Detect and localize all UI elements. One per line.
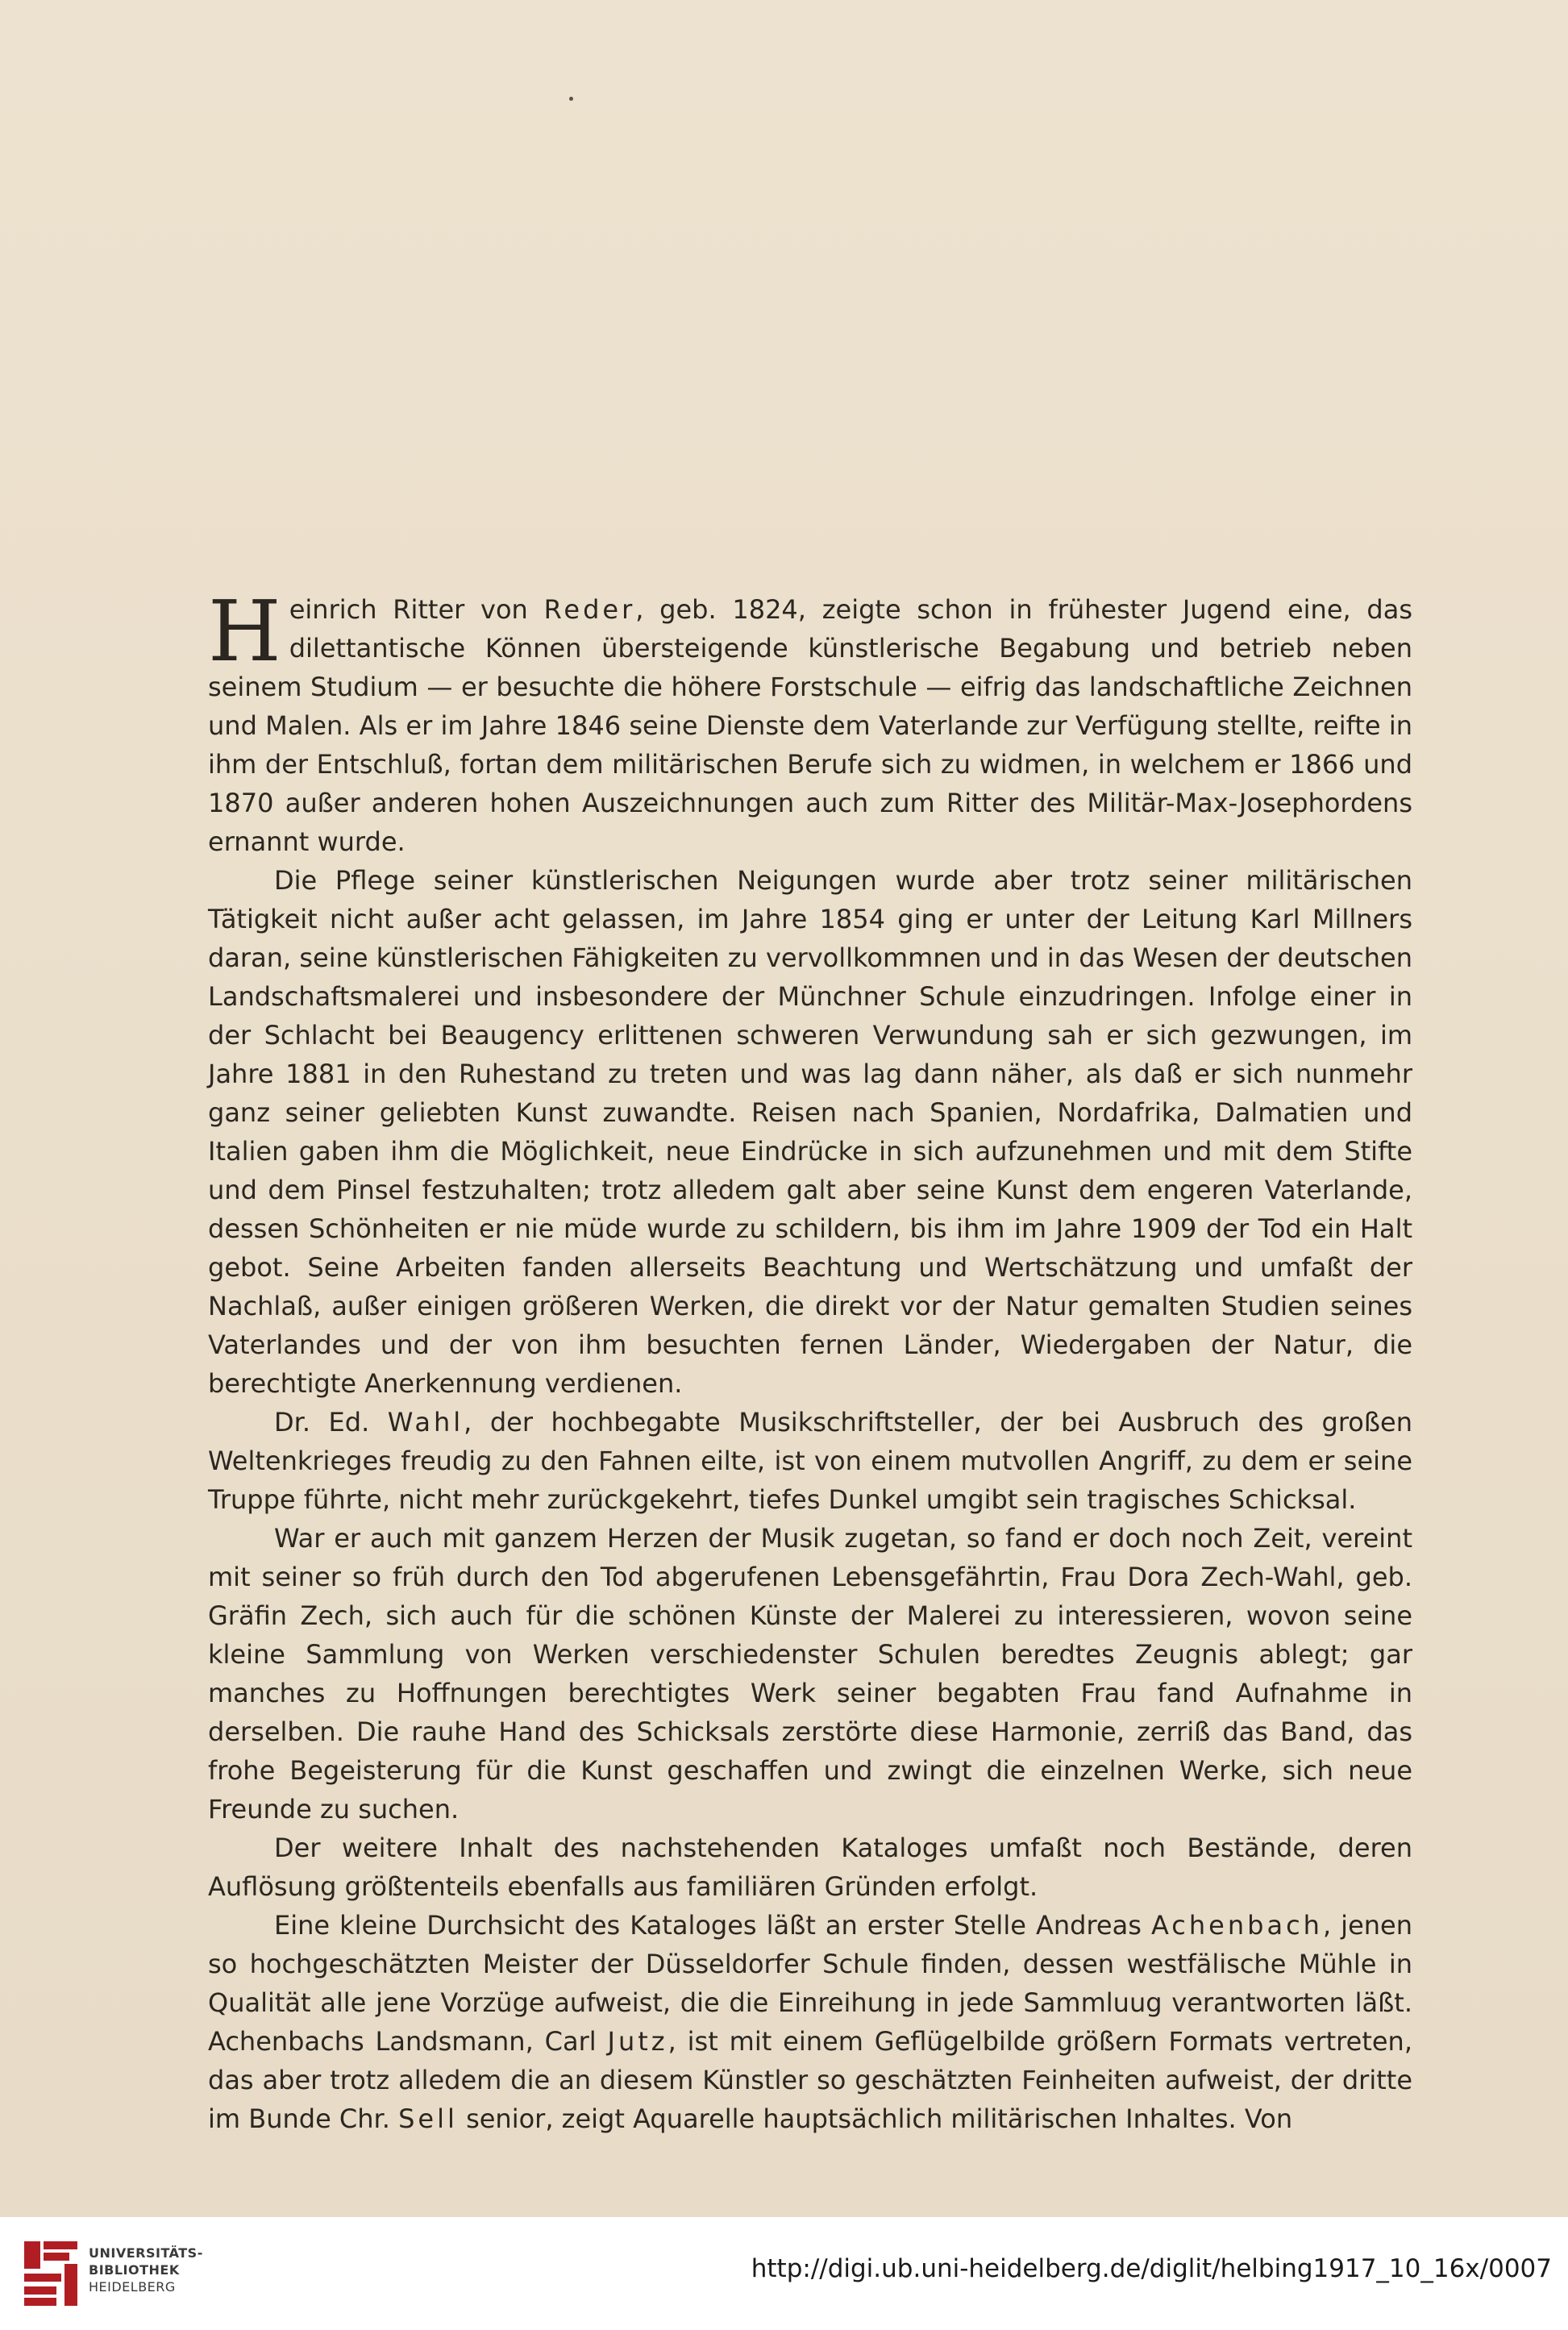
source-url-link[interactable]: http://digi.ub.uni-heidelberg.de/diglit/helbing1917_10_16x/0007: [751, 2254, 1552, 2283]
paragraph-text: , ist mit einem Geflügelbilde größern Formats vertreten, das aber trotz alledem die an diesem Künstler so geschätzten Feinheiten aufweist, der dritte im Bunde Chr.: [208, 2026, 1412, 2134]
paragraph-text: senior, zeigt Aquarelle hauptsächlich militärischen Inhaltes. Von: [457, 2103, 1293, 2134]
paragraph: [208, 1829, 1412, 1906]
library-name-line: BIBLIOTHEK: [89, 2262, 180, 2278]
paragraph-text: Dr. Ed.: [274, 1407, 388, 1438]
paragraph-text: Eine kleine Durchsicht des Kataloges läßt an erster Stelle Andreas: [274, 1910, 1151, 1941]
footer-bar: [0, 2217, 1568, 2330]
paragraph: [208, 582, 1413, 861]
paragraph-text: , der hochbegabte Musikschriftsteller, der bei Ausbruch des großen Weltenkrieges freudig zu den Fahnen eilte, ist von einem mutvollen Angriff, zu dem er seine Truppe führte, nicht mehr zurückgekehrt, tiefes Dunkel umgibt sein tragisches Schicksal.: [208, 1407, 1413, 1515]
paragraph-text: War er auch mit ganzem Herzen der Musik zugetan, so fand er doch noch Zeit, vereint mit seiner so früh durch den Tod abgerufenen Lebensgefährtin, Frau Dora Zech-Wahl, geb. Gräfin Zech, sich auch für die schönen Künste der Malerei zu interessieren, wovon seine kleine Sammlung von Werken verschiedenster Schulen beredtes Zeugnis ablegt; gar manches zu Hoffnungen berechtigtes Werk seiner begabten Frau fand Aufnahme in derselben. Die rauhe Hand des Schicksals zerstörte diese Harmonie, zerriß das Band, das frohe Begeisterung für die Kunst geschaffen und zwingt die einzelnen Werke, sich neue Freunde zu suchen.: [208, 1523, 1412, 1824]
library-name-line: UNIVERSITÄTS-: [89, 2245, 203, 2261]
name-emphasis: Jutz: [607, 2026, 668, 2057]
paragraph: [208, 1906, 1412, 2138]
paragraph: [208, 861, 1412, 1403]
paragraph: [208, 1519, 1412, 1829]
university-library-logo-icon[interactable]: [21, 2236, 81, 2311]
paragraph: [208, 1403, 1412, 1519]
name-emphasis: Wahl: [387, 1407, 464, 1438]
library-name-line: HEIDELBERG: [89, 2279, 176, 2295]
name-emphasis: Sell: [398, 2103, 458, 2134]
article-body: [208, 582, 1413, 2138]
paragraph-text: Der weitere Inhalt des nachstehenden Kataloges umfaßt noch Bestände, deren Auflösung größtenteils ebenfalls aus familiären Gründen erfolgt.: [208, 1833, 1412, 1902]
paragraph-text: , jenen so hochgeschätzten Meister der Düsseldorfer Schule finden, dessen westfälische Mühle in Qualität alle jene Vorzüge aufweist, die die Einreihung in jede Sammluug verantworten läßt. Achenbachs Landsmann, Carl: [208, 1910, 1413, 2057]
drop-cap-initial: H: [208, 582, 281, 680]
library-name[interactable]: [89, 2245, 203, 2295]
paper-speck: [569, 97, 573, 101]
name-emphasis: Reder: [543, 594, 636, 625]
paragraph-text: Die Pflege seiner künstlerischen Neigungen wurde aber trotz seiner militärischen Tätigkeit nicht außer acht gelassen, im Jahre 1854 ging er unter der Leitung Karl Millners daran, seine künstlerischen Fähigkeiten zu vervollkommnen und in das Wesen der deutschen Landschaftsmalerei und insbesondere der Münchner Schule einzudringen. Infolge einer in der Schlacht bei Beaugency erlittenen schweren Verwundung sah er sich gezwungen, im Jahre 1881 in den Ruhestand zu treten und was lag dann näher, als daß er sich nunmehr ganz seiner geliebten Kunst zuwandte. Reisen nach Spanien, Nordafrika, Dalmatien und Italien gaben ihm die Möglichkeit, neue Eindrücke in sich aufzunehmen und mit dem Stifte und dem Pinsel festzuhalten; trotz alledem galt aber seine Kunst dem engeren Vaterlande, dessen Schönheiten er nie müde wurde zu schildern, bis ihm im Jahre 1909 der Tod ein Halt gebot. Seine Arbeiten fanden allerseits Beachtung und Wertschätzung und umfaßt der Nachlaß, außer einigen größeren Werken, die direkt vor der Natur gemalten Studien seines Vaterlandes und der von ihm besuchten fernen Länder, Wiedergaben der Natur, die berechtigte Anerkennung verdienen.: [208, 865, 1412, 1399]
paragraph-text: , geb. 1824, zeigte schon in frühester Jugend eine, das dilettantische Können übersteigende künstlerische Begabung und betrieb neben seinem Studium — er besuchte die höhere Forstschule — eifrig das landschaftliche Zeichnen und Malen. Als er im Jahre 1846 seine Dienste dem Vaterlande zur Verfügung stellte, reifte in ihm der Entschluß, fortan dem militärischen Berufe sich zu widmen, in welchem er 1866 und 1870 außer anderen hohen Auszeichnungen auch zum Ritter des Militär-Max-Josephordens ernannt wurde.: [208, 594, 1413, 857]
paragraph-text: einrich Ritter von: [289, 594, 544, 625]
name-emphasis: Achenbach: [1150, 1910, 1323, 1941]
